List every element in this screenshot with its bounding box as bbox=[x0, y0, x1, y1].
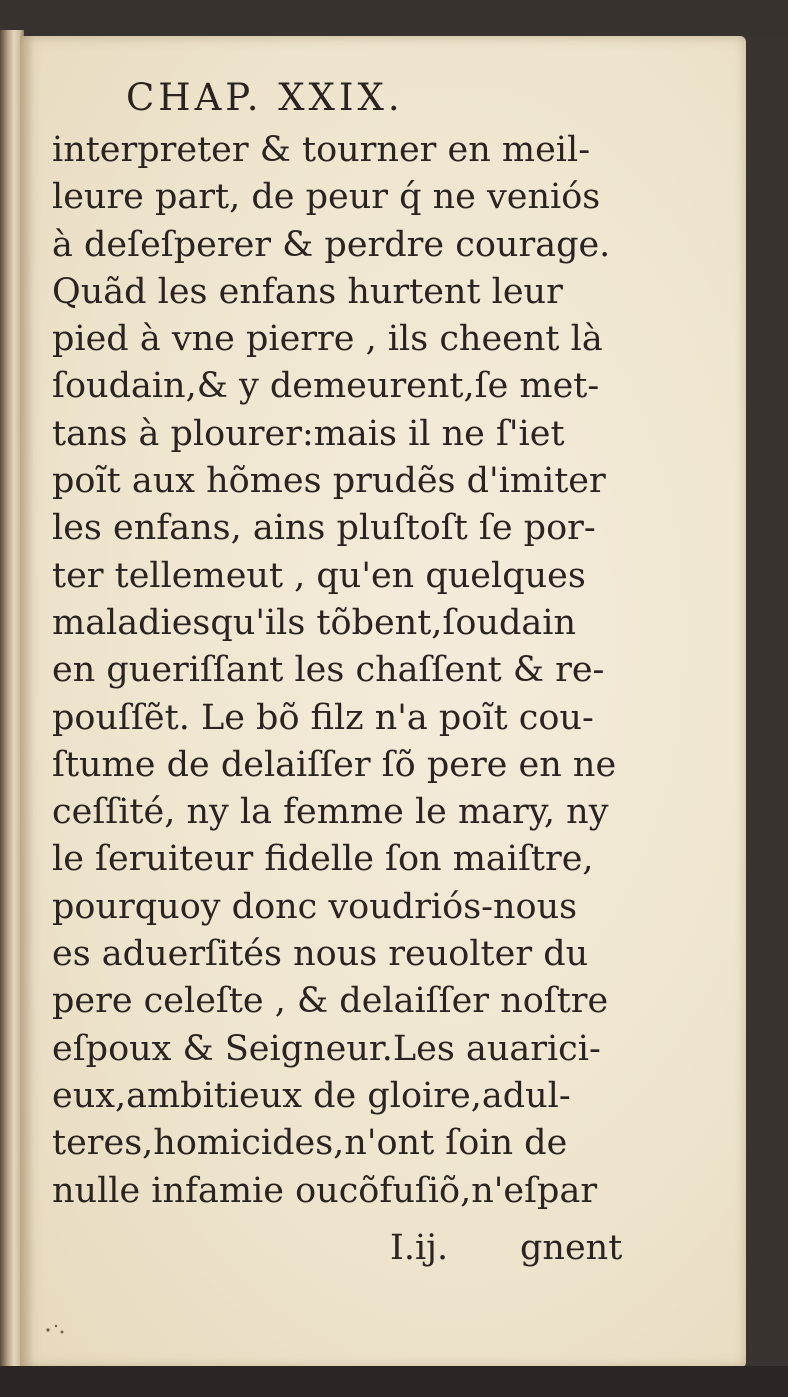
text-line: eux,ambitieux de gloire,adul- bbox=[52, 1075, 571, 1116]
body-text bbox=[52, 127, 642, 1215]
text-line: es aduerſités nous reuolter du bbox=[52, 934, 589, 975]
text-line: le ſeruiteur fidelle ſon maiſtre, bbox=[52, 839, 594, 880]
text-line: eſpoux & Seigneur.Les auarici- bbox=[52, 1028, 601, 1069]
text-line: les enfans, ains pluſtoſt ſe por- bbox=[52, 508, 596, 549]
text-line: pere celeſte , & delaiſſer noſtre bbox=[52, 981, 609, 1022]
signature-mark: I.ij. bbox=[390, 1228, 449, 1268]
text-line: ceſſité, ny la femme le mary, ny bbox=[52, 792, 609, 833]
scan-background-bottom bbox=[0, 1366, 788, 1397]
text-line: interpreter & tourner en meil- bbox=[52, 130, 591, 170]
scan-background-top bbox=[0, 0, 788, 36]
text-line: leure part, de peur q́ ne veniós bbox=[52, 177, 601, 218]
text-line: nulle infamie oucõfuſiõ,n'eſpar bbox=[52, 1170, 598, 1211]
running-head: CHAP. XXIX. bbox=[126, 76, 404, 119]
page-gutter-shadow bbox=[20, 36, 34, 1368]
text-line: pied à vne pierre , ils cheent là bbox=[52, 319, 603, 360]
text-line: en gueriſſant les chaſſent & re- bbox=[52, 650, 605, 691]
text-line: ſoudain,& y demeurent,ſe met- bbox=[52, 366, 600, 407]
text-line: teres,homicides,n'ont ſoin de bbox=[52, 1123, 568, 1164]
text-line: maladiesqu'ils tõbent,ſoudain bbox=[52, 602, 576, 643]
text-line: Quãd les enfans hurtent leur bbox=[52, 271, 563, 312]
paper-speck-marks bbox=[40, 1320, 80, 1340]
footer-line bbox=[390, 1228, 650, 1278]
text-line: tans à plourer:mais il ne ſ'iet bbox=[52, 413, 565, 454]
text-line: poĩt aux hõmes prudẽs d'imiter bbox=[52, 461, 606, 502]
text-line: ſtume de delaiſſer ſõ pere en ne bbox=[52, 744, 617, 785]
catchword: gnent bbox=[520, 1228, 623, 1268]
text-line: à deſeſperer & perdre courage. bbox=[52, 224, 611, 265]
text-line: pourquoy donc voudriós-nous bbox=[52, 886, 578, 927]
text-line: pouſſẽt. Le bõ filz n'a poĩt cou- bbox=[52, 697, 594, 738]
text-line: ter tellemeut , qu'en quelques bbox=[52, 555, 586, 596]
